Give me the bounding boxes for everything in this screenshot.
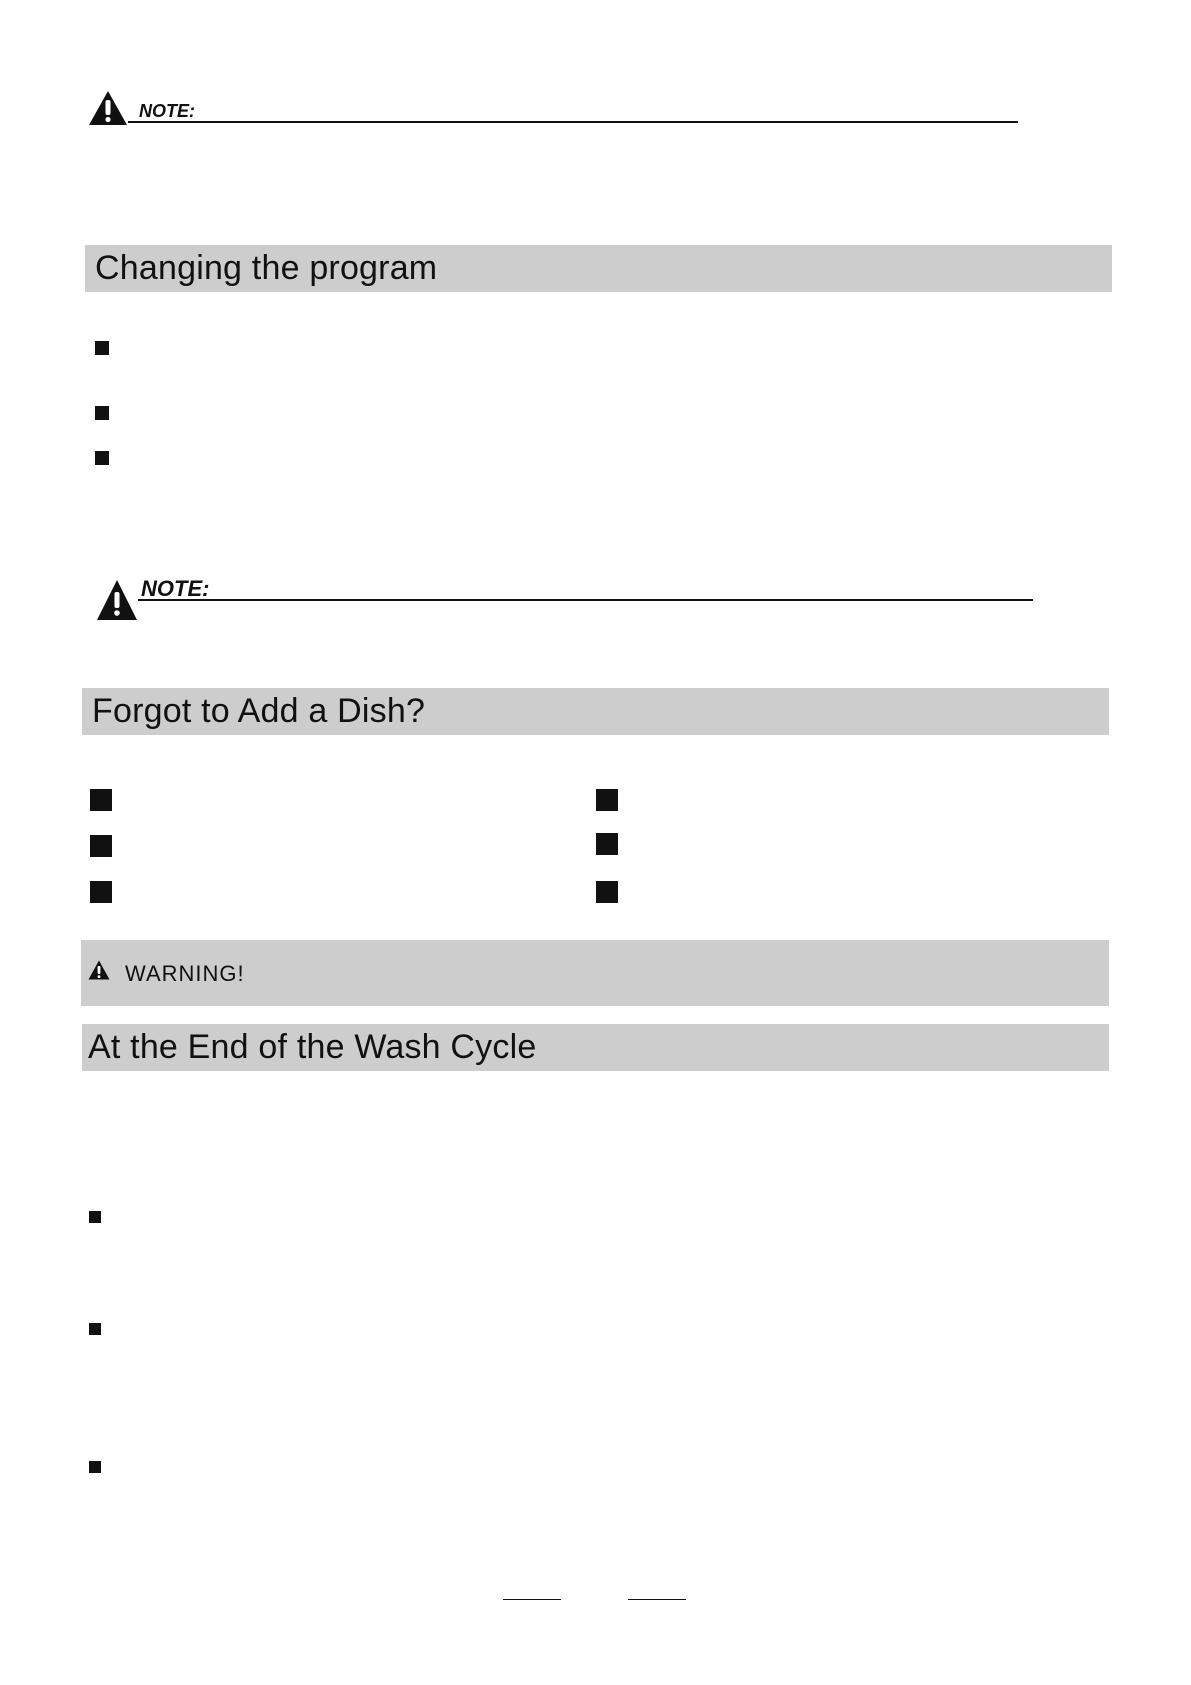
note-rule [138, 599, 1033, 601]
square-bullet-icon [89, 1211, 101, 1223]
square-bullet-icon [596, 833, 618, 855]
warning-triangle-icon [88, 90, 128, 126]
warning-bar [81, 940, 1109, 1006]
square-bullet-icon [95, 451, 109, 465]
section-title: At the End of the Wash Cycle [88, 1028, 537, 1066]
warning-triangle-icon [88, 960, 110, 980]
square-bullet-icon [596, 881, 618, 903]
section-header-forgot-dish [82, 688, 1109, 735]
page-number-rule [503, 1599, 561, 1600]
square-bullet-icon [89, 1323, 101, 1335]
section-title: Changing the program [95, 249, 438, 287]
square-bullet-icon [90, 789, 112, 811]
note-label: NOTE: [139, 101, 195, 121]
square-bullet-icon [90, 881, 112, 903]
square-bullet-icon [89, 1461, 101, 1473]
square-bullet-icon [90, 835, 112, 857]
note-label: NOTE: [141, 576, 210, 601]
page-number-rule [628, 1599, 686, 1600]
square-bullet-icon [95, 406, 109, 420]
square-bullet-icon [596, 789, 618, 811]
warning-label: WARNING! [125, 961, 245, 986]
section-header-end-wash-cycle [82, 1024, 1109, 1071]
warning-triangle-icon [96, 579, 138, 621]
note-rule [128, 121, 1018, 123]
section-header-changing-program [85, 245, 1112, 292]
square-bullet-icon [95, 341, 109, 355]
section-title: Forgot to Add a Dish? [92, 692, 426, 730]
